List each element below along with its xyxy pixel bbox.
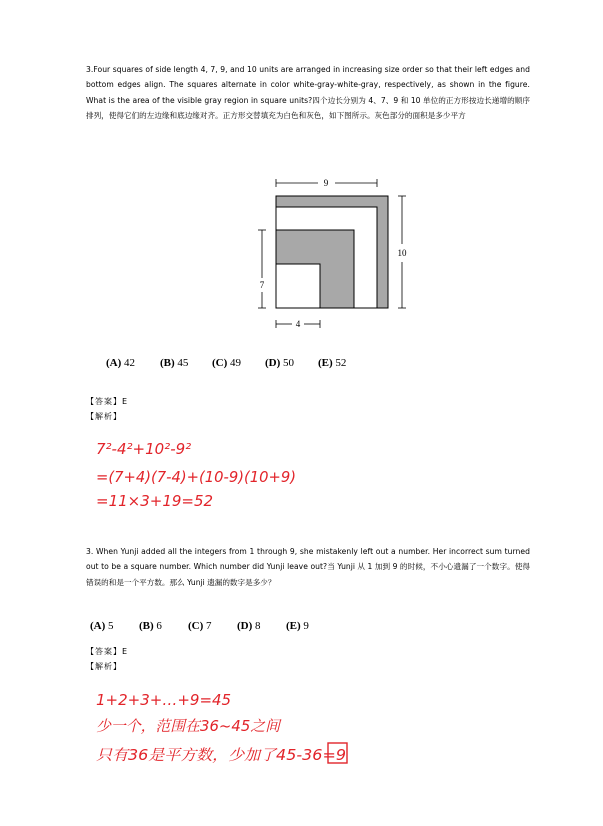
choice-a[interactable]: (A) 5: [90, 620, 114, 632]
label-9: 9: [323, 178, 329, 188]
handwriting-q2: [96, 691, 346, 764]
question-1-analysis-label: 【解析】: [86, 412, 122, 421]
choice-e[interactable]: (E) 52: [318, 357, 347, 369]
question-2-chinese: 当 Yunji 从 1 加到 9 的时候，不小心遗漏了一个数字。使得错误的和是一个平方数。那么 Yunji 遗漏的数字是多少？: [86, 562, 530, 587]
handwriting-q1-line-1: 7²-4²+10²-9²: [96, 440, 192, 458]
choice-c[interactable]: (C) 49: [212, 357, 242, 369]
choice-b[interactable]: (B) 6: [139, 620, 162, 632]
question-2-english: 3. When Yunji added all the integers from 1 through 9, she mistakenly left out a number. Her incorrect sum turned out to be a square number. Which number did Yunji leave out?: [86, 547, 530, 572]
question-2-answer: 【答案】E: [86, 647, 129, 656]
choice-b[interactable]: (B) 45: [160, 357, 189, 369]
square-4-white: [276, 264, 320, 308]
question-1-chinese: 四个边长分别为 4、7、9 和 10 单位的正方形按边长递增的顺序排列，使得它们的左边缘和底边缘对齐。正方形交替填充为白色和灰色，如下图所示。灰色部分的面积是多少平方: [86, 95, 531, 120]
handwriting-q2-line-1: 1+2+3+…+9=45: [96, 691, 232, 709]
handwriting-q1: [96, 440, 296, 510]
handwriting-q1-line-2: =(7+4)(7-4)+(10-9)(10+9): [96, 468, 296, 486]
choice-d[interactable]: (D) 8: [237, 620, 261, 632]
handwriting-q2-line-3: 只有36是平方数，少加了45-36=9: [96, 746, 346, 764]
label-10: 10: [397, 248, 407, 258]
question-1-english: 3.Four squares of side length 4, 7, 9, and 10 units are arranged in increasing size order so that their left edges and bottom edges align. The squares alternate in color white-gray-white-gray, respectively, as shown in the figure. What is the area of the visible gray region in square units?: [86, 65, 530, 105]
choice-c[interactable]: (C) 7: [188, 620, 212, 632]
label-7: 7: [259, 280, 265, 290]
handwriting-q1-line-3: =11×3+19=52: [96, 492, 214, 510]
choice-e[interactable]: (E) 9: [286, 620, 309, 632]
question-2-text: [86, 544, 530, 590]
label-4: 4: [295, 319, 301, 329]
choice-d[interactable]: (D) 50: [265, 357, 295, 369]
choice-a[interactable]: (A) 42: [106, 357, 136, 369]
question-2-analysis-label: 【解析】: [86, 662, 122, 671]
dimension-left: [258, 230, 266, 308]
handwriting-q2-line-2: 少一个，范围在36~45之间: [96, 717, 282, 735]
question-1-answer: 【答案】E: [86, 397, 129, 406]
